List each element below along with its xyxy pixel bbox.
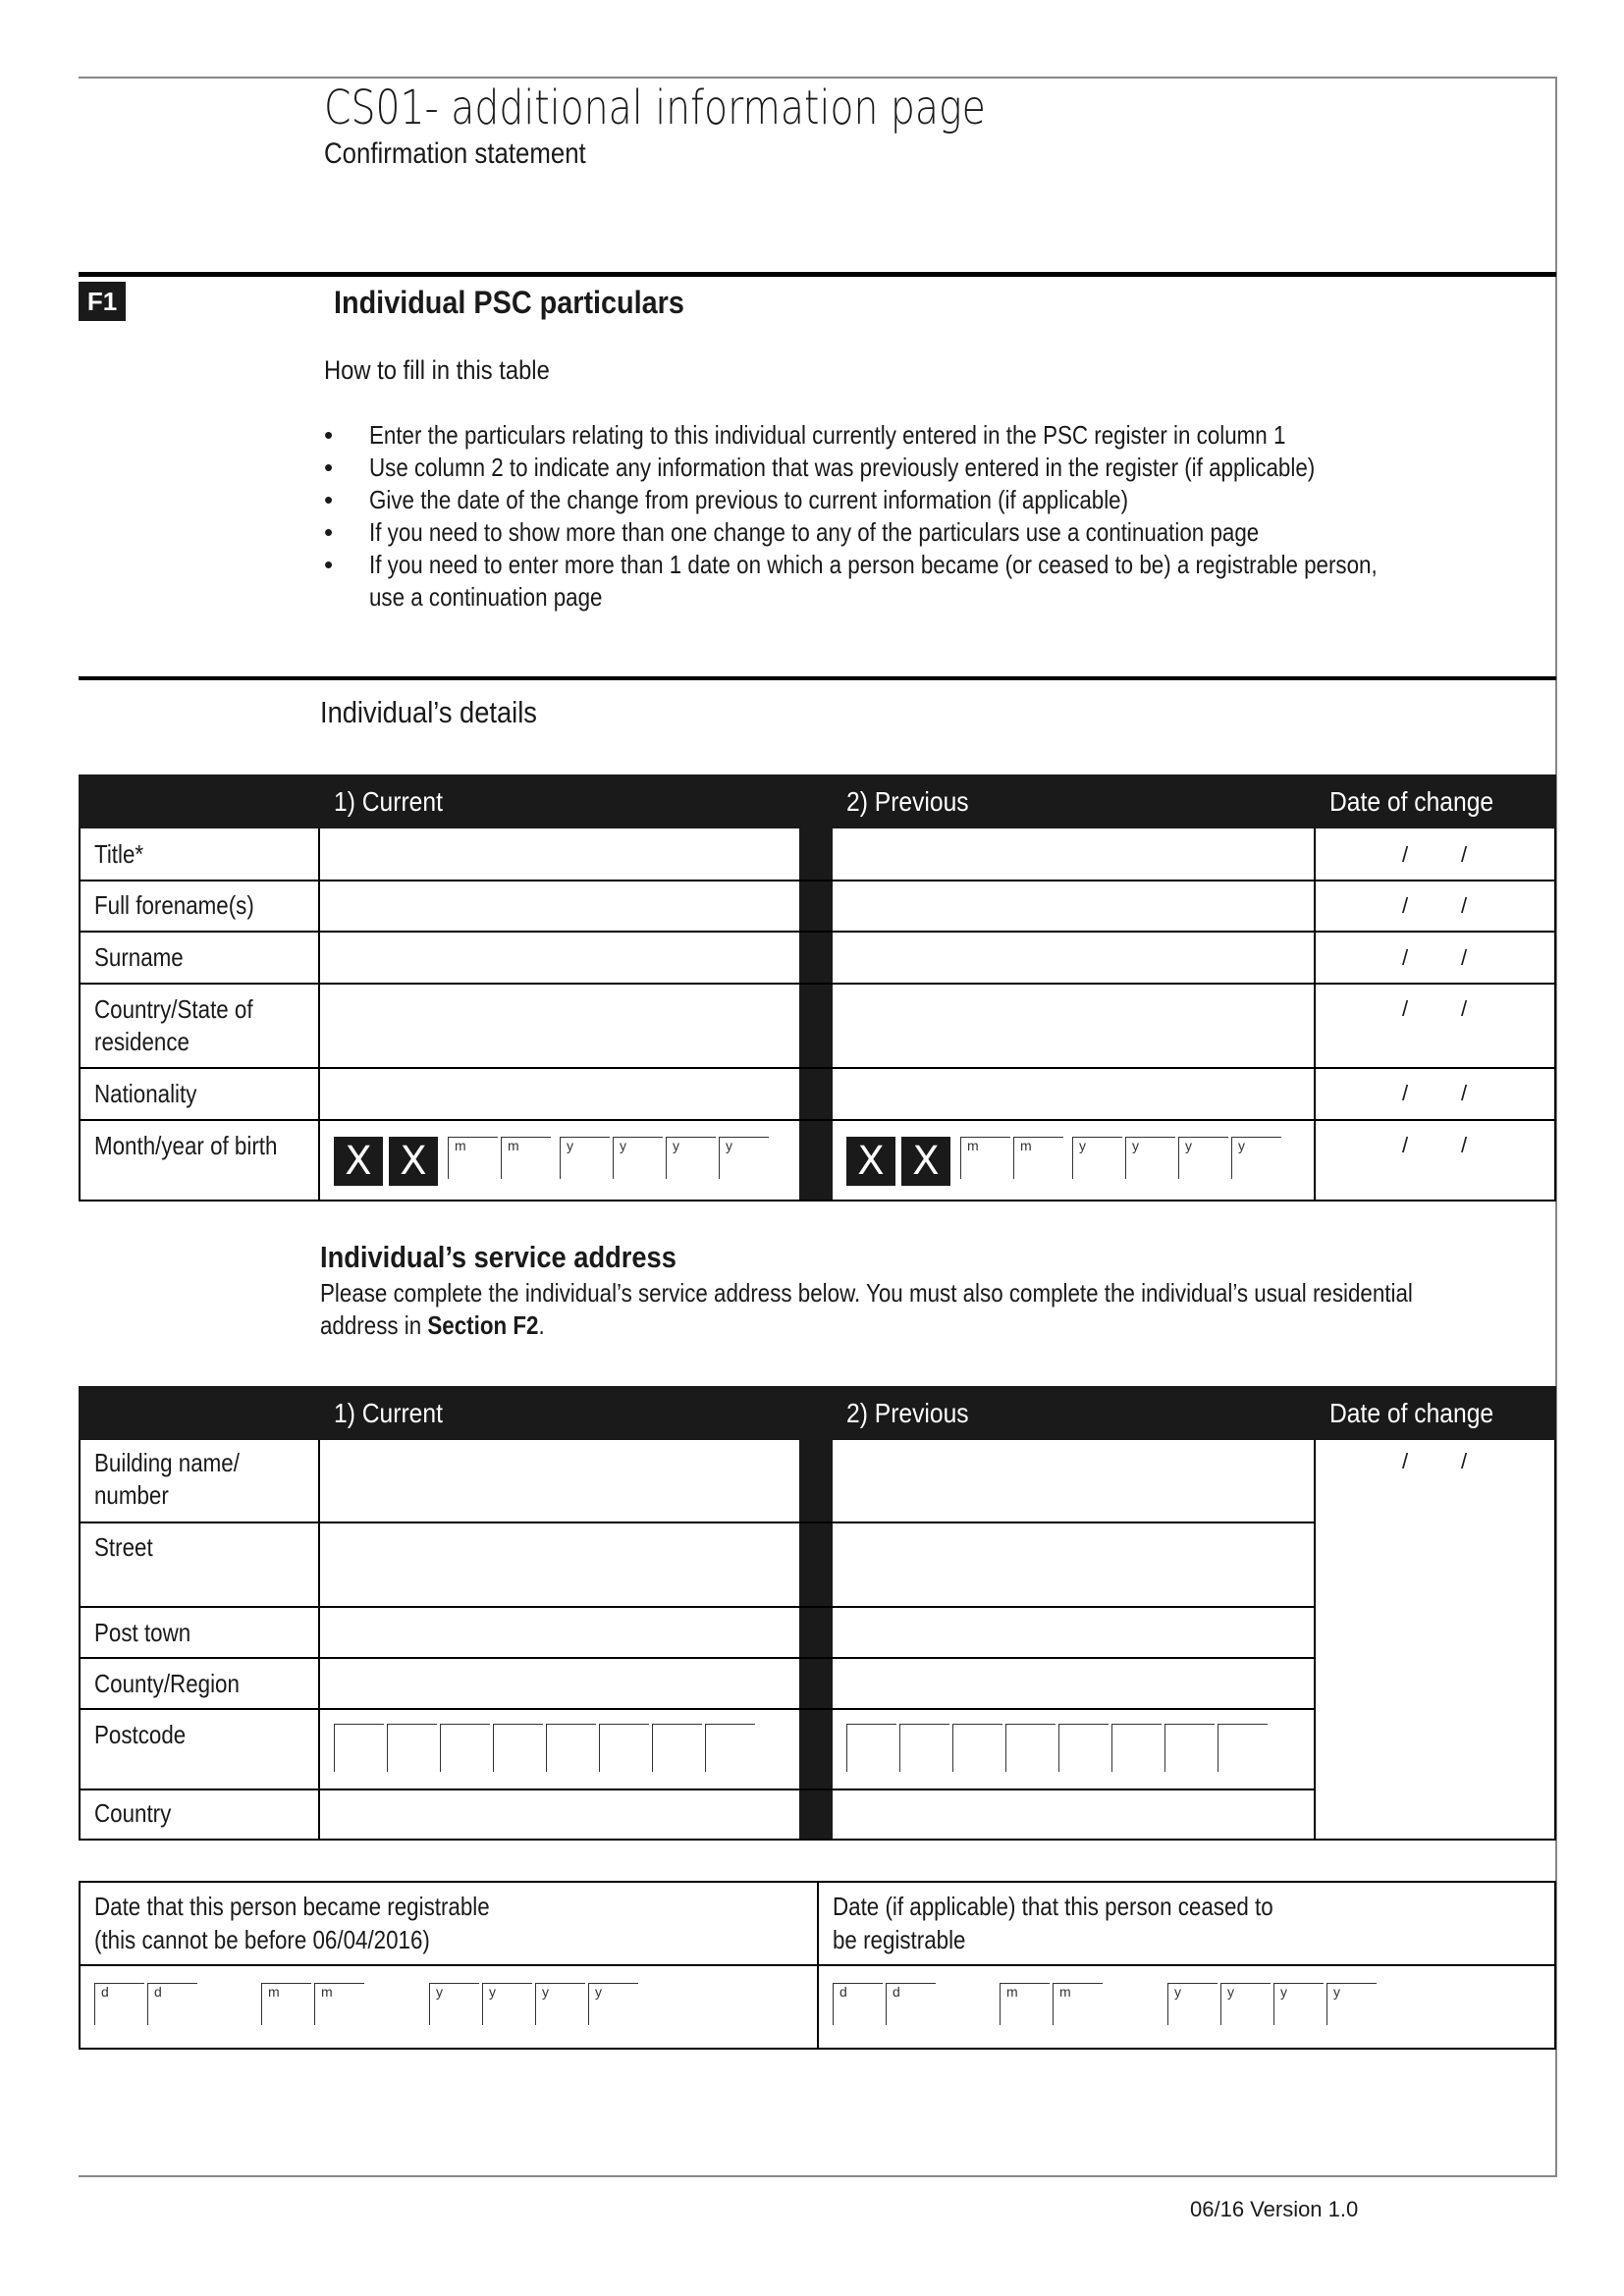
country-previous-input[interactable] [833, 1790, 1314, 1839]
date-slash: / [1461, 996, 1468, 1021]
details-heading: Individual’s details [320, 695, 537, 729]
details-table-header [79, 774, 1556, 828]
address-date-of-change-input[interactable] [1316, 1442, 1554, 1839]
birth-year-box[interactable]: y [1178, 1137, 1228, 1179]
postcode-char-box[interactable] [1164, 1724, 1215, 1772]
ceased-day-box[interactable]: d [833, 1983, 883, 2025]
became-day-box[interactable]: d [94, 1983, 144, 2025]
row-label-post-town: Post town [94, 1618, 191, 1647]
column-separator [799, 828, 833, 1201]
birth-month-box[interactable]: m [501, 1137, 551, 1179]
grid-line [79, 1964, 1556, 1966]
section-code-badge: F1 [79, 282, 126, 321]
date-slash: / [1402, 996, 1409, 1021]
postcode-char-box[interactable] [899, 1724, 949, 1772]
row-label-surname: Surname [94, 942, 184, 972]
county-current-input[interactable] [320, 1659, 799, 1708]
ceased-year-box[interactable]: y [1273, 1983, 1324, 2025]
date-slash: / [1402, 893, 1409, 918]
postcode-char-box[interactable] [652, 1724, 702, 1772]
became-month-box[interactable]: m [314, 1983, 364, 2025]
row-label-number: number [94, 1480, 169, 1510]
column-previous: 2) Previous [846, 786, 969, 817]
post-town-current-input[interactable] [320, 1608, 799, 1657]
became-year-box[interactable]: y [588, 1983, 638, 2025]
date-slash: / [1461, 893, 1468, 918]
grid-line [79, 1839, 1556, 1841]
date-slash: / [1461, 945, 1468, 970]
row-label-postcode: Postcode [94, 1720, 187, 1749]
ceased-year-box[interactable]: y [1167, 1983, 1218, 2025]
ceased-month-box[interactable]: m [1053, 1983, 1103, 2025]
version-footer: 06/16 Version 1.0 [1190, 2197, 1359, 2221]
row-label-birth: Month/year of birth [94, 1131, 278, 1160]
ceased-month-box[interactable]: m [1000, 1983, 1050, 2025]
list-item: • Enter the particulars relating to this individual currently entered in the PSC register in column 1 [324, 420, 1286, 450]
grid-line [1314, 828, 1316, 1201]
birth-year-box[interactable]: y [613, 1137, 663, 1179]
residence-current-input[interactable] [320, 985, 799, 1067]
grid-line [1554, 1440, 1556, 1841]
column-separator [799, 1440, 833, 1841]
day-blocked-box: X [334, 1137, 383, 1186]
column-previous: 2) Previous [846, 1398, 969, 1428]
grid-line [79, 1067, 1556, 1069]
row-label-forenames: Full forename(s) [94, 890, 254, 920]
building-previous-input[interactable] [833, 1442, 1314, 1522]
birth-year-box[interactable]: y [560, 1137, 610, 1179]
became-year-box[interactable]: y [535, 1983, 585, 2025]
street-previous-input[interactable] [833, 1523, 1314, 1606]
ceased-registrable-label: Date (if applicable) that this person ceased to [833, 1892, 1273, 1921]
bullet-dot-icon: • [324, 485, 334, 514]
details-divider [79, 676, 1556, 680]
became-year-box[interactable]: y [482, 1983, 532, 2025]
column-current: 1) Current [334, 1398, 443, 1428]
birth-month-box[interactable]: m [1013, 1137, 1063, 1179]
nationality-current-input[interactable] [320, 1069, 799, 1119]
postcode-char-box[interactable] [599, 1724, 649, 1772]
section-title: Individual PSC particulars [334, 285, 684, 320]
became-month-box[interactable]: m [261, 1983, 311, 2025]
form-subtitle: Confirmation statement [324, 137, 586, 170]
grid-line [79, 1440, 81, 1841]
ceased-registrable-label-2: be registrable [833, 1925, 966, 1954]
grid-line [79, 880, 1556, 881]
postcode-char-box[interactable] [1058, 1724, 1109, 1772]
date-slash: / [1402, 842, 1409, 867]
postcode-char-box[interactable] [705, 1724, 755, 1772]
list-item: • Give the date of the change from previous to current information (if applicable) [324, 485, 1129, 514]
row-label-country-state: Country/State of [94, 994, 253, 1024]
birth-year-box[interactable]: y [1072, 1137, 1122, 1179]
became-registrable-label: Date that this person became registrable [94, 1892, 490, 1921]
postcode-char-box[interactable] [387, 1724, 437, 1772]
title-current-input[interactable] [320, 830, 799, 880]
bullet-dot-icon: • [324, 550, 334, 579]
service-note-line2: address in Section F2. [320, 1310, 545, 1340]
nationality-previous-input[interactable] [833, 1069, 1314, 1119]
grid-line [79, 983, 1556, 985]
list-item: • If you need to enter more than 1 date on which a person became (or ceased to be) a registrable person, [324, 550, 1378, 579]
date-slash: / [1461, 1133, 1468, 1157]
post-town-previous-input[interactable] [833, 1608, 1314, 1657]
row-label-country: Country [94, 1798, 172, 1828]
column-date-of-change: Date of change [1329, 1398, 1494, 1428]
column-current: 1) Current [334, 786, 443, 817]
postcode-char-box[interactable] [334, 1724, 384, 1772]
ceased-year-box[interactable]: y [1326, 1983, 1377, 2025]
bottom-border [79, 2175, 1556, 2177]
postcode-char-box[interactable] [440, 1724, 490, 1772]
day-blocked-box: X [389, 1137, 438, 1186]
day-blocked-box: X [901, 1137, 950, 1186]
list-item: • Use column 2 to indicate any information that was previously entered in the register (if applicable) [324, 453, 1316, 482]
surname-current-input[interactable] [320, 933, 799, 983]
howto-heading: How to fill in this table [324, 355, 550, 385]
row-label-nationality: Nationality [94, 1079, 197, 1108]
surname-previous-input[interactable] [833, 933, 1314, 983]
postcode-char-box[interactable] [952, 1724, 1002, 1772]
bullet-dot-icon: • [324, 420, 334, 450]
section-divider [79, 272, 1556, 277]
became-year-box[interactable]: y [429, 1983, 479, 2025]
column-date-of-change: Date of change [1329, 786, 1494, 817]
instructions-list [324, 420, 1600, 614]
birth-year-box[interactable]: y [1231, 1137, 1281, 1179]
date-slash: / [1402, 1081, 1409, 1105]
residence-previous-input[interactable] [833, 985, 1314, 1067]
bullet-dot-icon: • [324, 453, 334, 482]
forenames-current-input[interactable] [320, 881, 799, 931]
service-note-line1: Please complete the individual’s service address below. You must also complete the individual’s usual residential [320, 1278, 1413, 1308]
became-registrable-note: (this cannot be before 06/04/2016) [94, 1925, 430, 1954]
date-slash: / [1402, 945, 1409, 970]
row-label-building: Building name/ [94, 1448, 240, 1477]
service-heading: Individual’s service address [320, 1240, 677, 1274]
postcode-char-box[interactable] [493, 1724, 543, 1772]
date-slash: / [1402, 1449, 1409, 1473]
postcode-char-box[interactable] [1218, 1724, 1268, 1772]
grid-line [1554, 828, 1556, 1201]
date-slash: / [1461, 1449, 1468, 1473]
bullet-dot-icon: • [324, 517, 334, 547]
birth-year-box[interactable]: y [666, 1137, 716, 1179]
title-previous-input[interactable] [833, 830, 1314, 880]
grid-line [79, 1708, 1316, 1710]
county-previous-input[interactable] [833, 1659, 1314, 1708]
postcode-char-box[interactable] [1005, 1724, 1056, 1772]
list-item: use a continuation page [369, 582, 603, 612]
postcode-char-box[interactable] [546, 1724, 596, 1772]
row-label-residence: residence [94, 1027, 189, 1056]
postcode-char-box[interactable] [1111, 1724, 1162, 1772]
service-table-header [79, 1386, 1556, 1440]
form-title: CS01- additional information page [324, 80, 986, 135]
ceased-day-box[interactable]: d [886, 1983, 936, 2025]
became-day-box[interactable]: d [147, 1983, 197, 2025]
postcode-char-box[interactable] [846, 1724, 896, 1772]
birth-year-box[interactable]: y [1125, 1137, 1175, 1179]
top-border [79, 77, 1556, 79]
birth-month-box[interactable]: m [960, 1137, 1010, 1179]
day-blocked-box: X [846, 1137, 895, 1186]
grid-line [79, 1119, 1556, 1121]
grid-line [79, 828, 81, 1201]
grid-line [79, 1200, 1556, 1201]
street-current-input[interactable] [320, 1523, 799, 1606]
ceased-year-box[interactable]: y [1220, 1983, 1271, 2025]
forenames-previous-input[interactable] [833, 881, 1314, 931]
date-slash: / [1461, 1081, 1468, 1105]
row-label-street: Street [94, 1532, 153, 1562]
country-current-input[interactable] [320, 1790, 799, 1839]
birth-year-box[interactable]: y [719, 1137, 769, 1179]
birth-month-box[interactable]: m [448, 1137, 498, 1179]
row-label-county: County/Region [94, 1669, 240, 1698]
date-slash: / [1461, 842, 1468, 867]
grid-line [79, 931, 1556, 933]
list-item: • If you need to show more than one change to any of the particulars use a continuation page [324, 517, 1260, 547]
date-slash: / [1402, 1133, 1409, 1157]
row-label-title: Title* [94, 839, 144, 869]
building-current-input[interactable] [320, 1442, 799, 1522]
